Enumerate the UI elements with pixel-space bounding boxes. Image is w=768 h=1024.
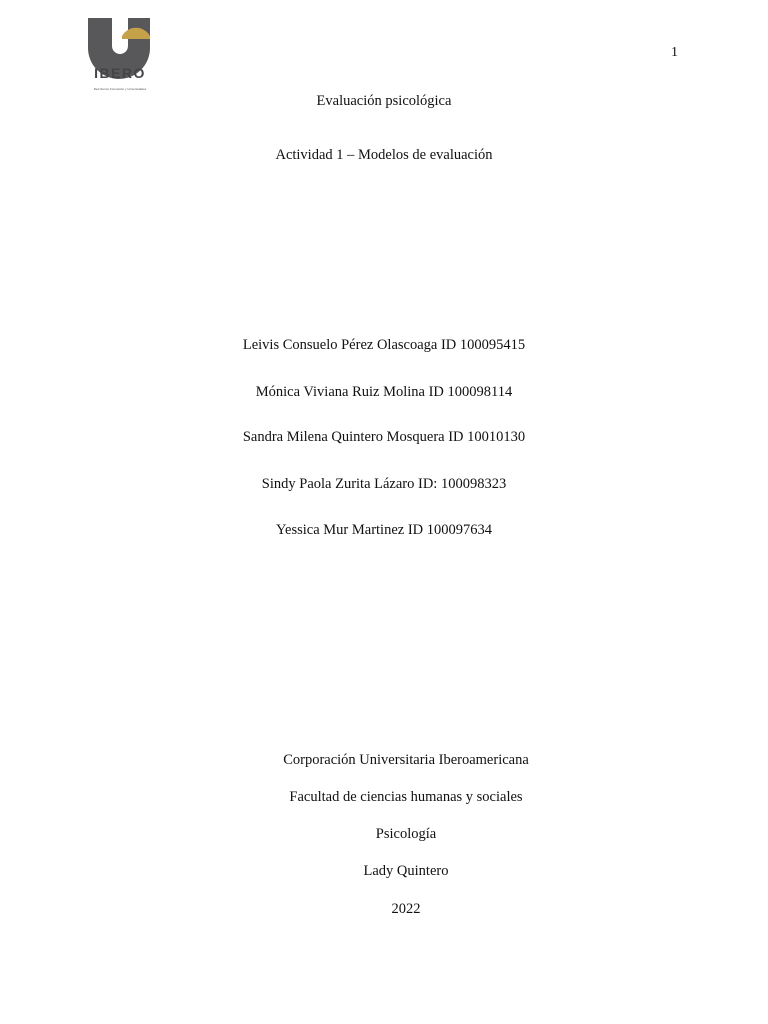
author-line: Sindy Paola Zurita Lázaro ID: 100098323 (261, 476, 507, 492)
faculty-name: Facultad de ciencias humanas y sociales (289, 789, 523, 805)
logo-wordmark: IBERO (94, 65, 146, 81)
teacher-name: Lady Quintero (363, 863, 449, 879)
university-name: Corporación Universitaria Iberoamericana (283, 752, 529, 768)
subject-title: Evaluación psicológica (316, 93, 452, 109)
page-number: 1 (671, 45, 678, 60)
program-name: Psicología (375, 826, 437, 842)
author-line: Leivis Consuelo Pérez Olascoaga ID 100095415 (242, 337, 526, 353)
year: 2022 (391, 901, 421, 917)
logo-tagline: Red Ilumno Formación y Universidades (93, 87, 147, 91)
ibero-logo (86, 16, 154, 94)
ibero-logo-icon (86, 16, 154, 94)
author-line: Mónica Viviana Ruiz Molina ID 100098114 (255, 384, 513, 400)
author-line: Sandra Milena Quintero Mosquera ID 10010130 (242, 429, 526, 445)
author-line: Yessica Mur Martinez ID 100097634 (276, 522, 492, 538)
activity-title: Actividad 1 – Modelos de evaluación (275, 147, 493, 163)
